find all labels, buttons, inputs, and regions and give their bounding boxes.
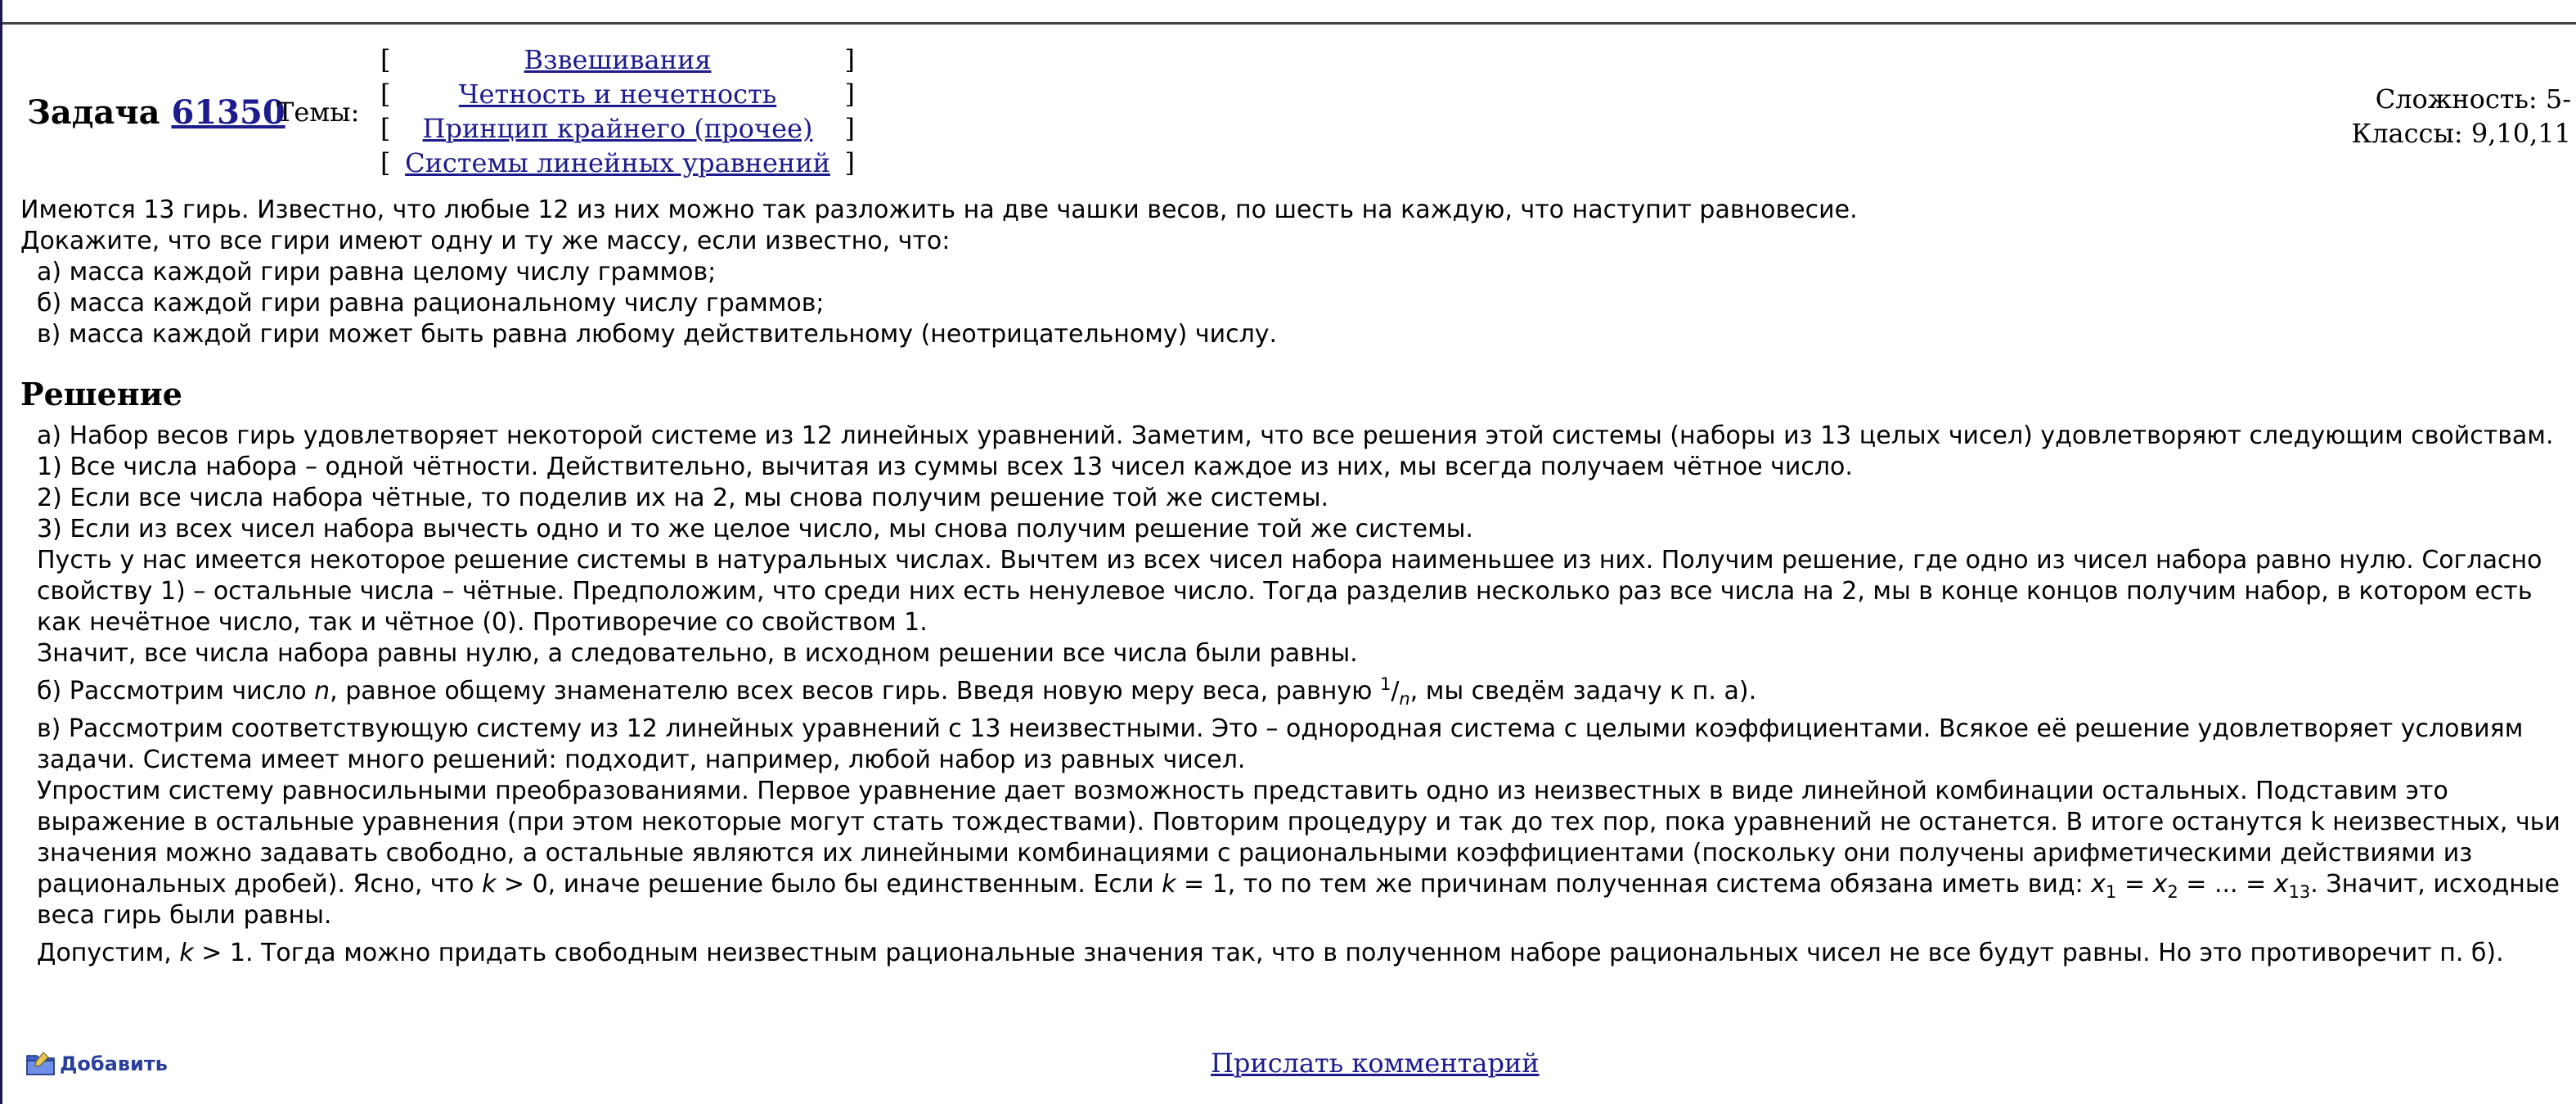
solution-paragraph: 3) Если из всех чисел набора вычесть одно и то же целое число, мы снова получим решение той же системы. (37, 515, 1473, 543)
solution-paragraph-c2: Упростим систему равносильными преобразованиями. Первое уравнение дает возможность представить одно из неизвестных в виде линейной комбинации остальных. Подставим это выражение в остальные уравнения (при этом некоторые могут стать тождествами). Повторим процедуру и так до тех пор, пока уравнений не останется. В итоге останутся k неизвестных, чьи значения можно задавать свободно, а остальные являются их линейными комбинациями с рациональными коэффициентами (поскольку они получены арифметическими действиями из рациональных дробей). Ясно, что k > 0, иначе решение было бы единственным. Если k = 1, то по тем же причинам полученная система обязана иметь вид: $x_1 = x_2$ = ... = $x_{13}$. Значит, исходные веса гирь были равны. (37, 777, 2560, 930)
task-header (27, 43, 2571, 182)
top-divider (2, 22, 2576, 25)
topic-item: [ Четность и нечетность ] (380, 79, 855, 110)
task-title (27, 93, 285, 132)
problem-item-b: б) масса каждой гири равна рациональному числу граммов; (37, 289, 825, 318)
problem-item-a: а) масса каждой гири равна целому числу граммов; (37, 258, 717, 286)
solution-paragraph: Значит, все числа набора равны нулю, а следовательно, в исходном решении все числа были равны. (37, 639, 1358, 668)
problem-statement-line: Имеются 13 гирь. Известно, что любые 12 из них можно так разложить на две чашки весов, по шесть на каждую, что наступит равновесие. (20, 196, 1858, 224)
topic-link-linear-systems[interactable]: Системы линейных уравнений (405, 147, 830, 178)
solution-paragraph: а) Набор весов гирь удовлетворяет некоторой системе из 12 линейных уравнений. Заметим, что все решения этой системы (наборы из 13 целых чисел) удовлетворяют следующим свойствам. (37, 421, 2554, 450)
solution-heading: Решение (20, 376, 182, 412)
problem-statement-line: Докажите, что все гири имеют одну и ту же массу, если известно, что: (20, 227, 951, 255)
topic-item: [ Системы линейных уравнений ] (380, 147, 855, 178)
solution-paragraph: 1) Все числа набора – одной чётности. Действительно, вычитая из суммы всех 13 чисел каждое из них, мы всегда получаем чётное число. (37, 453, 1853, 481)
topic-item: [ Принцип крайнего (прочее) ] (380, 113, 855, 144)
themes-label: Темы: (276, 97, 360, 128)
topic-link-parity[interactable]: Четность и нечетность (458, 79, 777, 110)
solution-paragraph: в) Рассмотрим соответствующую систему из 12 линейных уравнений с 13 неизвестными. Это – однородная система с целыми коэффициентами. Всякое её решение удовлетворяет условиям задачи. Система имеет много решений: подходит, например, любой набор из равных чисел. (37, 714, 2524, 774)
topic-link-weighings[interactable]: Взвешивания (524, 44, 712, 75)
topic-item: [ Взвешивания ] (380, 44, 855, 75)
task-word: Задача (27, 93, 160, 132)
problem-item-c: в) масса каждой гири может быть равна любому действительному (неотрицательному) числу. (37, 320, 1278, 349)
solution-paragraph: 2) Если все числа набора чётные, то поделив их на 2, мы снова получим решение той же системы. (37, 484, 1329, 512)
add-button[interactable] (25, 1049, 168, 1079)
footer-bar (20, 1046, 2569, 1082)
solution-paragraph: Пусть у нас имеется некоторое решение системы в натуральных числах. Вычтем из всех чисел набора наименьшее из них. Получим решение, где одно из чисел набора равно нулю. Согласно свойству 1) – остальные числа – чётные. Предположим, что среди них есть ненулевое число. Тогда разделив несколько раз все числа на 2, мы в конце концов получим набор, в котором есть как нечётное число, так и чётное (0). Противоречие со свойством 1. (37, 546, 2542, 637)
add-button-label: Добавить (60, 1052, 168, 1075)
topics-list (380, 43, 855, 180)
task-content (20, 195, 2569, 969)
topic-link-extremal-principle[interactable]: Принцип крайнего (прочее) (422, 113, 813, 144)
solution-paragraph-b: б) Рассмотрим число n, равное общему знаменателю всех весов гирь. Введя новую меру веса, равную $^1/_n$, мы сведём задачу к п. а). (37, 674, 1757, 709)
solution-paragraph-c3: Допустим, k > 1. Тогда можно придать свободным неизвестным рациональные значения так, что в полученном наборе рациональных чисел не все будут равны. Но это противоречит п. б). (37, 939, 2504, 967)
task-number-link[interactable]: 61350 (171, 93, 285, 132)
classes-label: Классы: 9,10,11 (2351, 118, 2571, 149)
task-meta (2351, 82, 2571, 151)
folder-icon (25, 1051, 56, 1077)
send-comment-link[interactable]: Прислать комментарий (1211, 1048, 1540, 1079)
difficulty-label: Сложность: 5- (2375, 83, 2571, 115)
